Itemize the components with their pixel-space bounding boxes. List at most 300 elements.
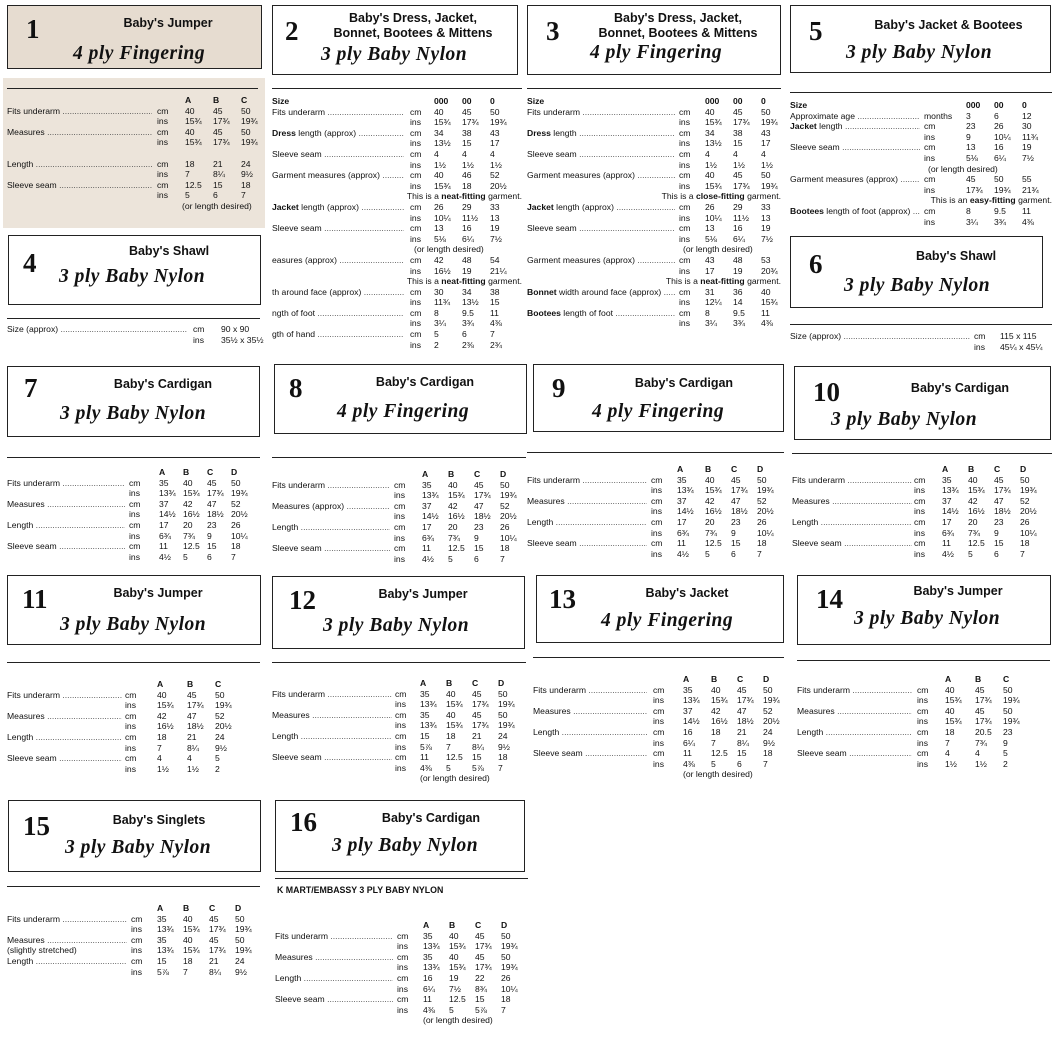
row-label-text: Length	[792, 516, 819, 527]
pattern-header	[274, 364, 527, 434]
value-cell: 4	[975, 748, 980, 759]
row-label-text: Fits underarm	[792, 474, 846, 485]
value-cell: 9½	[235, 966, 247, 977]
measurements-table	[275, 920, 528, 1026]
value-cell: 1½	[975, 758, 987, 769]
row-label-text: Jacket length (approx)	[272, 201, 359, 212]
value-cell: 15¾	[185, 116, 202, 127]
column-header: B	[705, 464, 712, 474]
divider-rule	[272, 662, 526, 663]
column-header: D	[235, 903, 242, 913]
value-cell: 7	[500, 553, 505, 564]
value-cell: 26	[757, 516, 767, 527]
pattern-header	[527, 5, 781, 75]
value-cell: 23	[731, 516, 741, 527]
value-cell: 9	[207, 530, 212, 541]
unit: ins	[131, 945, 142, 956]
table-row	[527, 107, 781, 118]
table-row	[790, 331, 1052, 342]
value-cell: 13¾	[420, 720, 437, 731]
table-row	[792, 506, 1052, 517]
unit: cm	[679, 170, 691, 181]
value-cell: 45	[731, 474, 741, 485]
row-label-text: Approximate age	[790, 110, 855, 121]
value-cell: 19	[733, 265, 743, 276]
table-note: (or length desired)	[928, 163, 998, 174]
table-row	[272, 522, 527, 533]
pattern-number: 10	[813, 377, 840, 407]
unit: ins	[914, 485, 925, 496]
value-cell: 18	[763, 748, 773, 759]
table-row	[7, 956, 262, 967]
column-header: C	[1003, 674, 1010, 684]
value-cell: 2⅜	[462, 339, 474, 350]
column-header: 0	[490, 96, 495, 106]
value-cell: 15	[490, 297, 500, 308]
unit: ins	[129, 488, 140, 499]
table-row	[7, 159, 262, 170]
value-cell: 15¾	[434, 180, 451, 191]
value-cell: 19¾	[1003, 716, 1020, 727]
unit: cm	[679, 223, 691, 234]
unit: cm	[157, 105, 169, 116]
value-cell: 6¼	[683, 737, 695, 748]
column-header: C	[475, 920, 482, 930]
table-row	[527, 244, 781, 255]
unit: ins	[679, 180, 690, 191]
value-cell: 18	[711, 726, 721, 737]
value-cell: 11	[942, 538, 951, 549]
table-row	[7, 552, 262, 563]
row-label	[272, 710, 392, 721]
value-cell: 9	[966, 131, 971, 142]
value-cell: 40	[434, 170, 444, 181]
value-cell: 21	[737, 726, 747, 737]
value-cell: 4½	[159, 551, 171, 562]
unit: ins	[395, 699, 406, 710]
row-label-text: Length	[275, 972, 302, 983]
table-row	[7, 148, 262, 159]
unit: ins	[397, 941, 408, 952]
unit: cm	[193, 324, 205, 334]
column-header: B	[183, 903, 190, 913]
value-cell: 18	[500, 543, 510, 554]
value-cell: 7	[446, 741, 451, 752]
value-cell: 50	[235, 934, 245, 945]
value-cell: 4	[462, 148, 467, 159]
row-label-text: Measures	[7, 934, 45, 945]
value-cell: 9½	[215, 742, 227, 753]
value-cell: 12.5	[711, 748, 728, 759]
table-row	[7, 914, 262, 925]
table-row	[533, 727, 785, 738]
value-cell: 15¾	[705, 117, 722, 128]
table-row	[533, 748, 785, 759]
row-label-text: Length	[7, 731, 34, 742]
unit: ins	[125, 721, 136, 732]
row-label-text: gth of hand	[272, 329, 316, 340]
value-cell: 42	[448, 500, 458, 511]
value-cell: 24	[215, 731, 225, 742]
value-cell: 17¾	[737, 695, 754, 706]
table-row	[527, 128, 781, 139]
value-cell: 5	[968, 548, 973, 559]
unit: ins	[651, 506, 662, 517]
row-label	[527, 308, 675, 319]
value-cell: 9½	[763, 737, 775, 748]
value-cell: 35	[157, 913, 167, 924]
table-row	[272, 501, 527, 512]
table-row	[797, 759, 1053, 770]
value-cell: 15¾	[449, 962, 466, 973]
value-cell: 37	[683, 705, 693, 716]
value-cell: 23	[994, 516, 1004, 527]
unit: cm	[679, 148, 691, 159]
unit: ins	[653, 758, 664, 769]
value-cell: 7¾	[968, 527, 980, 538]
value-cell: 17	[159, 519, 169, 530]
value-cell: 8¼	[187, 742, 199, 753]
table-row	[7, 700, 262, 711]
table-row	[7, 499, 262, 510]
value-cell: 14	[733, 297, 743, 308]
value-cell: 7¾	[183, 530, 195, 541]
unit: cm	[653, 726, 665, 737]
value-cell: 7	[945, 737, 950, 748]
table-row	[272, 511, 527, 522]
value-cell: 50	[1003, 684, 1013, 695]
pattern-title: Baby's Jumper	[378, 587, 468, 601]
value-cell: 16½	[183, 509, 200, 520]
table-row	[272, 266, 522, 277]
value-cell: 20	[968, 516, 978, 527]
table-row	[527, 538, 785, 549]
column-header: C	[207, 467, 214, 477]
row-label	[527, 128, 675, 139]
value-cell: 5⅞	[472, 762, 484, 773]
value-cell: 17	[422, 521, 432, 532]
value-cell: 47	[187, 710, 197, 721]
value-cell: 8¾	[475, 983, 487, 994]
value-cell: 17¾	[733, 180, 750, 191]
value-cell: 35	[157, 934, 167, 945]
value-cell: 13¾	[422, 490, 439, 501]
value-cell: 23	[207, 519, 217, 530]
value-cell: 17¾	[975, 695, 992, 706]
value-cell: 17¾	[475, 962, 492, 973]
value-cell: 5	[1003, 748, 1008, 759]
value-cell: 7	[763, 758, 768, 769]
value-cell: 37	[159, 498, 169, 509]
divider-rule	[790, 324, 1052, 325]
value-cell: 6	[994, 110, 999, 121]
row-label-text: Sleeve seam	[275, 994, 325, 1005]
yarn-name: 3 ply Baby Nylon	[60, 403, 207, 424]
unit: ins	[410, 297, 421, 308]
value-cell: 3¾	[994, 216, 1006, 227]
row-label-text: Sleeve seam	[7, 541, 57, 552]
yarn-name: 3 ply Baby Nylon	[332, 835, 479, 856]
value-cell: 5⅞	[475, 1004, 487, 1015]
table-row	[272, 329, 522, 340]
value-cell: 19¾	[501, 941, 518, 952]
value-cell: 40	[705, 474, 715, 485]
pattern-header	[533, 364, 784, 432]
size-label: Size	[527, 96, 545, 106]
pattern-title: Baby's Cardigan	[634, 376, 734, 390]
pattern-title: Baby's Jumper	[123, 16, 213, 30]
value-cell: 45	[994, 474, 1004, 485]
table-row	[527, 496, 785, 507]
unit: cm	[410, 106, 422, 117]
unit: cm	[125, 710, 137, 721]
row-label	[7, 478, 125, 489]
unit: cm	[914, 495, 926, 506]
value-cell: 11	[159, 541, 168, 552]
unit: ins	[917, 716, 928, 727]
value-cell: 52	[763, 705, 773, 716]
table-row	[272, 181, 522, 192]
table-row	[272, 287, 522, 298]
table-row	[272, 149, 522, 160]
row-label	[527, 517, 647, 528]
value-cell: 10¼	[501, 983, 518, 994]
unit: ins	[653, 737, 664, 748]
table-row	[272, 138, 522, 149]
column-header-row	[797, 674, 1053, 685]
table-row	[7, 190, 262, 201]
row-label-text: Sleeve seam	[7, 179, 57, 190]
table-row	[792, 517, 1052, 528]
row-label	[272, 287, 404, 298]
row-label	[527, 287, 675, 298]
value-cell: 20	[705, 516, 715, 527]
value-cell: 4⅜	[761, 318, 773, 329]
unit: cm	[410, 223, 422, 234]
value-cell: 7	[231, 551, 236, 562]
value-cell: 18	[157, 731, 167, 742]
value-cell: 26	[994, 121, 1004, 132]
value-cell: 45	[737, 684, 747, 695]
value-cell: 55	[1022, 174, 1032, 185]
table-row	[527, 234, 781, 245]
unit: ins	[679, 265, 690, 276]
row-label-text: Fits underarm	[7, 689, 61, 700]
table-row	[527, 255, 781, 266]
row-label-text: Sleeve seam	[272, 752, 322, 763]
value-cell: 4	[434, 148, 439, 159]
pattern-number: 2	[285, 16, 299, 46]
value-cell: 17¾	[462, 117, 479, 128]
table-row	[533, 685, 785, 696]
column-header: B	[975, 674, 982, 684]
column-header: 0	[761, 96, 766, 106]
unit: ins	[410, 265, 421, 276]
value-cell: 26	[501, 972, 511, 983]
table-row	[527, 138, 781, 149]
value-cell: 16	[683, 726, 693, 737]
column-header: 000	[966, 100, 981, 110]
table-row	[792, 538, 1052, 549]
value-cell: 11	[490, 307, 499, 318]
value-cell: 15	[472, 752, 482, 763]
unit: ins	[679, 117, 690, 128]
unit: cm	[679, 254, 691, 265]
value-cell: 40	[968, 474, 978, 485]
length-note: (or length desired)	[683, 769, 753, 780]
value-cell: 45	[475, 930, 485, 941]
table-row	[797, 685, 1053, 696]
row-label	[7, 690, 122, 701]
unit: ins	[394, 490, 405, 501]
value-cell: 17	[677, 516, 687, 527]
value-cell: 19¾	[761, 180, 778, 191]
pattern-number: 12	[289, 585, 316, 615]
row-label	[7, 159, 152, 170]
pattern-number: 4	[23, 248, 37, 278]
value-cell: 12.5	[185, 179, 202, 190]
value-cell: 13¾	[677, 485, 694, 496]
row-label-text: Size (approx)	[790, 331, 842, 341]
unit: ins	[157, 190, 168, 201]
value-cell: 21¼	[490, 265, 507, 276]
value-cell: 8¼	[472, 741, 484, 752]
table-row	[272, 202, 522, 213]
unit: ins	[410, 212, 421, 223]
row-label-text: Bootees length of foot	[527, 307, 613, 318]
value-cell: 42	[705, 495, 715, 506]
unit: ins	[679, 138, 690, 149]
value-cell: 50	[215, 689, 225, 700]
value-cell: 13¾	[157, 924, 174, 935]
table-row	[7, 732, 262, 743]
row-label-text: Length	[797, 726, 824, 737]
value-cell: 13¾	[159, 488, 176, 499]
row-label	[272, 522, 390, 533]
value-cell: 19¾	[241, 137, 258, 148]
unit: cm	[129, 477, 141, 488]
pattern-number: 7	[24, 373, 38, 403]
pattern-header	[8, 235, 261, 305]
value-cell: 47	[207, 498, 217, 509]
value-cell: 15¾	[446, 720, 463, 731]
value-cell: 10¼	[705, 212, 722, 223]
value-cell: 26	[231, 519, 241, 530]
value-cell: 47	[731, 495, 741, 506]
column-header: 0	[1022, 100, 1027, 110]
value-cell: 7	[185, 169, 190, 180]
unit: cm	[924, 142, 936, 153]
value-cell: 37	[677, 495, 687, 506]
row-label	[7, 127, 152, 138]
value-cell: 38	[733, 127, 743, 138]
value-cell: 35	[422, 479, 432, 490]
value-cell: 40	[705, 170, 715, 181]
pattern-title: Baby's Jumper	[113, 586, 203, 600]
value-cell: 40	[711, 684, 721, 695]
column-header: C	[731, 464, 738, 474]
unit: cm	[917, 684, 929, 695]
value-cell: 11	[1022, 205, 1031, 216]
yarn-name: 3 ply Baby Nylon	[854, 608, 1001, 629]
unit: cm	[653, 705, 665, 716]
value-cell: 21	[213, 158, 223, 169]
value-cell: 13	[705, 223, 715, 234]
row-label-text: th around face (approx)	[272, 286, 362, 297]
divider-rule	[7, 662, 260, 663]
column-header: C	[737, 674, 744, 684]
unit: cm	[125, 753, 137, 764]
value-cell: 40	[446, 709, 456, 720]
unit: cm	[395, 688, 407, 699]
unit: cm	[917, 705, 929, 716]
value-cell: 13½	[434, 138, 451, 149]
row-label	[7, 711, 122, 722]
row-label	[7, 753, 122, 764]
row-label	[527, 496, 647, 507]
unit: ins	[651, 527, 662, 538]
value-cell: 26	[1020, 516, 1030, 527]
value-cell: 16½	[968, 506, 985, 517]
value-cell: 13	[490, 212, 500, 223]
value-cell: 16	[733, 223, 743, 234]
yarn-name: 4 ply Fingering	[73, 43, 206, 64]
unit: months	[924, 110, 953, 121]
column-header: B	[183, 467, 190, 477]
value-cell: 6¼	[733, 233, 745, 244]
value-cell: 5	[449, 1004, 454, 1015]
value-cell: 45	[213, 105, 223, 116]
unit: ins	[917, 737, 928, 748]
value-cell: 10¼	[231, 530, 248, 541]
unit: cm	[394, 521, 406, 532]
value-cell: 4	[945, 748, 950, 759]
value-cell: 23	[474, 521, 484, 532]
table-row	[7, 531, 262, 542]
row-label	[272, 752, 392, 763]
row-label	[797, 706, 912, 717]
table-row	[7, 180, 262, 191]
value-cell: 15	[475, 994, 485, 1005]
unit: ins	[410, 180, 421, 191]
column-header: A	[157, 679, 164, 689]
value-cell: 45	[733, 170, 743, 181]
pattern-header	[275, 800, 525, 872]
value-cell: 1½	[945, 758, 957, 769]
row-label-text: Length	[272, 521, 299, 532]
value-cell: 1½	[733, 159, 745, 170]
pattern-title: Baby's Shawl	[128, 244, 210, 258]
table-row	[7, 541, 262, 552]
table-row	[272, 742, 527, 753]
value-cell: 12	[1022, 110, 1032, 121]
value-cell: 17¾	[187, 700, 204, 711]
value-cell: 15¾	[705, 180, 722, 191]
table-row	[272, 297, 522, 308]
value-cell: 4	[733, 148, 738, 159]
yarn-name: 4 ply Fingering	[337, 401, 470, 422]
row-label	[797, 727, 912, 738]
table-row	[272, 308, 522, 319]
yarn-subheading: K MART/EMBASSY 3 PLY BABY NYLON	[277, 885, 444, 895]
column-header: D	[757, 464, 764, 474]
value-cell: 6	[462, 329, 467, 340]
value-cell: 52	[215, 710, 225, 721]
column-header: A	[420, 678, 427, 688]
value-cell: 26	[500, 521, 510, 532]
unit: ins	[131, 924, 142, 935]
row-label-text: Measures	[7, 498, 45, 509]
